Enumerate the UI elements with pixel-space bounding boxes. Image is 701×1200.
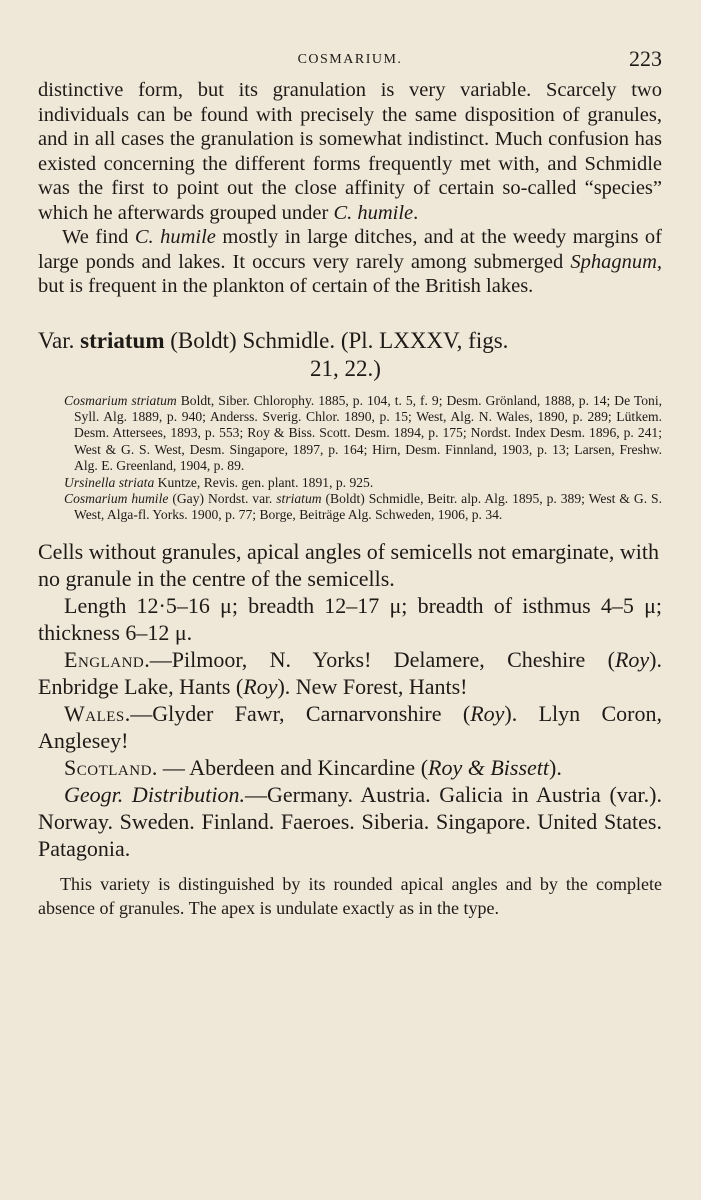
collector-name: Roy & Bissett xyxy=(428,754,550,780)
variety-name: striatum xyxy=(80,327,165,353)
variety-authority: (Boldt) Schmidle. (Pl. LXXXV, figs. xyxy=(164,327,509,353)
italic-taxon: striatum xyxy=(276,490,322,506)
variety-heading xyxy=(38,327,662,383)
italic-taxon: Cosmarium humile xyxy=(64,490,169,506)
region-name: Scotland xyxy=(64,754,152,780)
locality-scotland xyxy=(38,754,662,781)
text-run: .—Glyder Fawr, Carnarvonshire ( xyxy=(124,700,471,726)
text-run: . xyxy=(413,201,419,224)
synonym-entry-1 xyxy=(38,393,662,475)
text-run: We find xyxy=(62,226,135,248)
italic-taxon: C. humile xyxy=(134,226,216,248)
closing-remark: This variety is distinguished by its rounded apical angles and by the complete absence of granules. The apex is undulate exactly as in the type. xyxy=(38,873,662,918)
text-run: but is frequent in the plankton of certain of the British lakes. xyxy=(38,275,534,297)
synonym-entry-3 xyxy=(38,491,662,524)
italic-taxon: Sphagnum, xyxy=(570,250,662,273)
variety-prefix: Var. xyxy=(38,327,81,353)
locality-wales xyxy=(38,700,662,754)
description-dimensions: Length 12·5–16 μ; breadth 12–17 μ; breadth of isthmus 4–5 μ; thickness 6–12 μ. xyxy=(38,592,662,645)
text-run: ). Llyn Coron, Anglesey! xyxy=(38,700,662,753)
locality-england xyxy=(38,646,662,700)
text-run: .—Pilmoor, N. Yorks! Delamere, Cheshire ( xyxy=(144,646,615,672)
geographic-distribution xyxy=(38,781,662,862)
page-header xyxy=(38,44,662,78)
italic-taxon: Cosmarium striatum xyxy=(64,392,177,408)
text-run: Kuntze, Revis. gen. plant. 1891, p. 925. xyxy=(154,474,374,490)
synonym-entry-2 xyxy=(38,475,662,491)
intro-paragraph-2 xyxy=(38,225,662,299)
text-run: ). xyxy=(549,754,562,780)
page-number: 223 xyxy=(629,46,662,71)
intro-paragraph-1 xyxy=(38,78,662,225)
book-page xyxy=(38,44,662,920)
running-head: COSMARIUM. xyxy=(297,52,403,67)
text-run: ). New Forest, Hants! xyxy=(277,673,468,699)
text-run: . — Aberdeen and Kincardine ( xyxy=(151,754,429,780)
collector-name: Roy xyxy=(470,700,505,726)
italic-taxon: Ursinella striata xyxy=(64,474,155,490)
variety-figures: 21, 22.) xyxy=(310,355,381,381)
text-run: mostly in large ditches, and at the weedy margins of large ponds and lakes. It occurs very rarely among submerged xyxy=(38,226,663,273)
collector-name: Roy xyxy=(243,673,278,699)
text-run: Boldt, Siber. Chlorophy. 1885, p. 104, t. 5, f. 9; Desm. Grönland, 1888, p. 14; De Toni, Syll. Alg. 1889, p. 940; Anderss. Sverig. Chlor. 1890, p. 15; West, Alg. N. Wales, 1890, p. 289; Lütkem. Desm. Attersees, 1893, p. 553; Roy & Biss. Scott. Desm. 1894, p. 175; Nordst. Index Desm. 1896, p. 241; West & G. S. West, Desm. Singapore, 1897, p. 164; Hirn, Desm. Finnland, 1903, p. 13; Larsen, Freshw. Alg. E. Greenland, 1904, p. 89. xyxy=(74,392,662,474)
text-run: distinctive form, but its granulation is very variable. Scarcely two individuals can be found with precisely the same disposition of granules, and in all cases the granulation is somewhat indistinct. Much confusion has existed concerning the different forms frequently met with, and Schmidle was the first to point out the close affinity of certain so-called “species” which he afterwards grouped under xyxy=(38,79,662,224)
text-run: ). Enbridge Lake, Hants ( xyxy=(38,646,662,699)
collector-name: Roy xyxy=(614,646,650,672)
distribution-label: Geogr. Distribution. xyxy=(64,781,246,807)
description-cells: Cells without granules, apical angles of semicells not emarginate, with no granule in the centre of the semicells. xyxy=(38,538,659,591)
text-run: —Germany. Austria. Galicia in Austria (var.). Norway. Sweden. Finland. Faeroes. Siberia. Singapore. United States. Patagonia. xyxy=(38,781,662,861)
italic-taxon: C. humile xyxy=(333,201,414,224)
text-run: (Gay) Nordst. var. xyxy=(168,490,277,506)
synonymy-block xyxy=(38,393,662,524)
region-name: Wales xyxy=(64,700,125,726)
region-name: England xyxy=(64,646,145,672)
text-run: (Boldt) Schmidle, Beitr. alp. Alg. 1895, p. 389; West & G. S. West, Alga-fl. Yorks. 1900, p. 77; Borge, Beiträge Alg. Schweden, 1906, p. 34. xyxy=(74,490,662,523)
